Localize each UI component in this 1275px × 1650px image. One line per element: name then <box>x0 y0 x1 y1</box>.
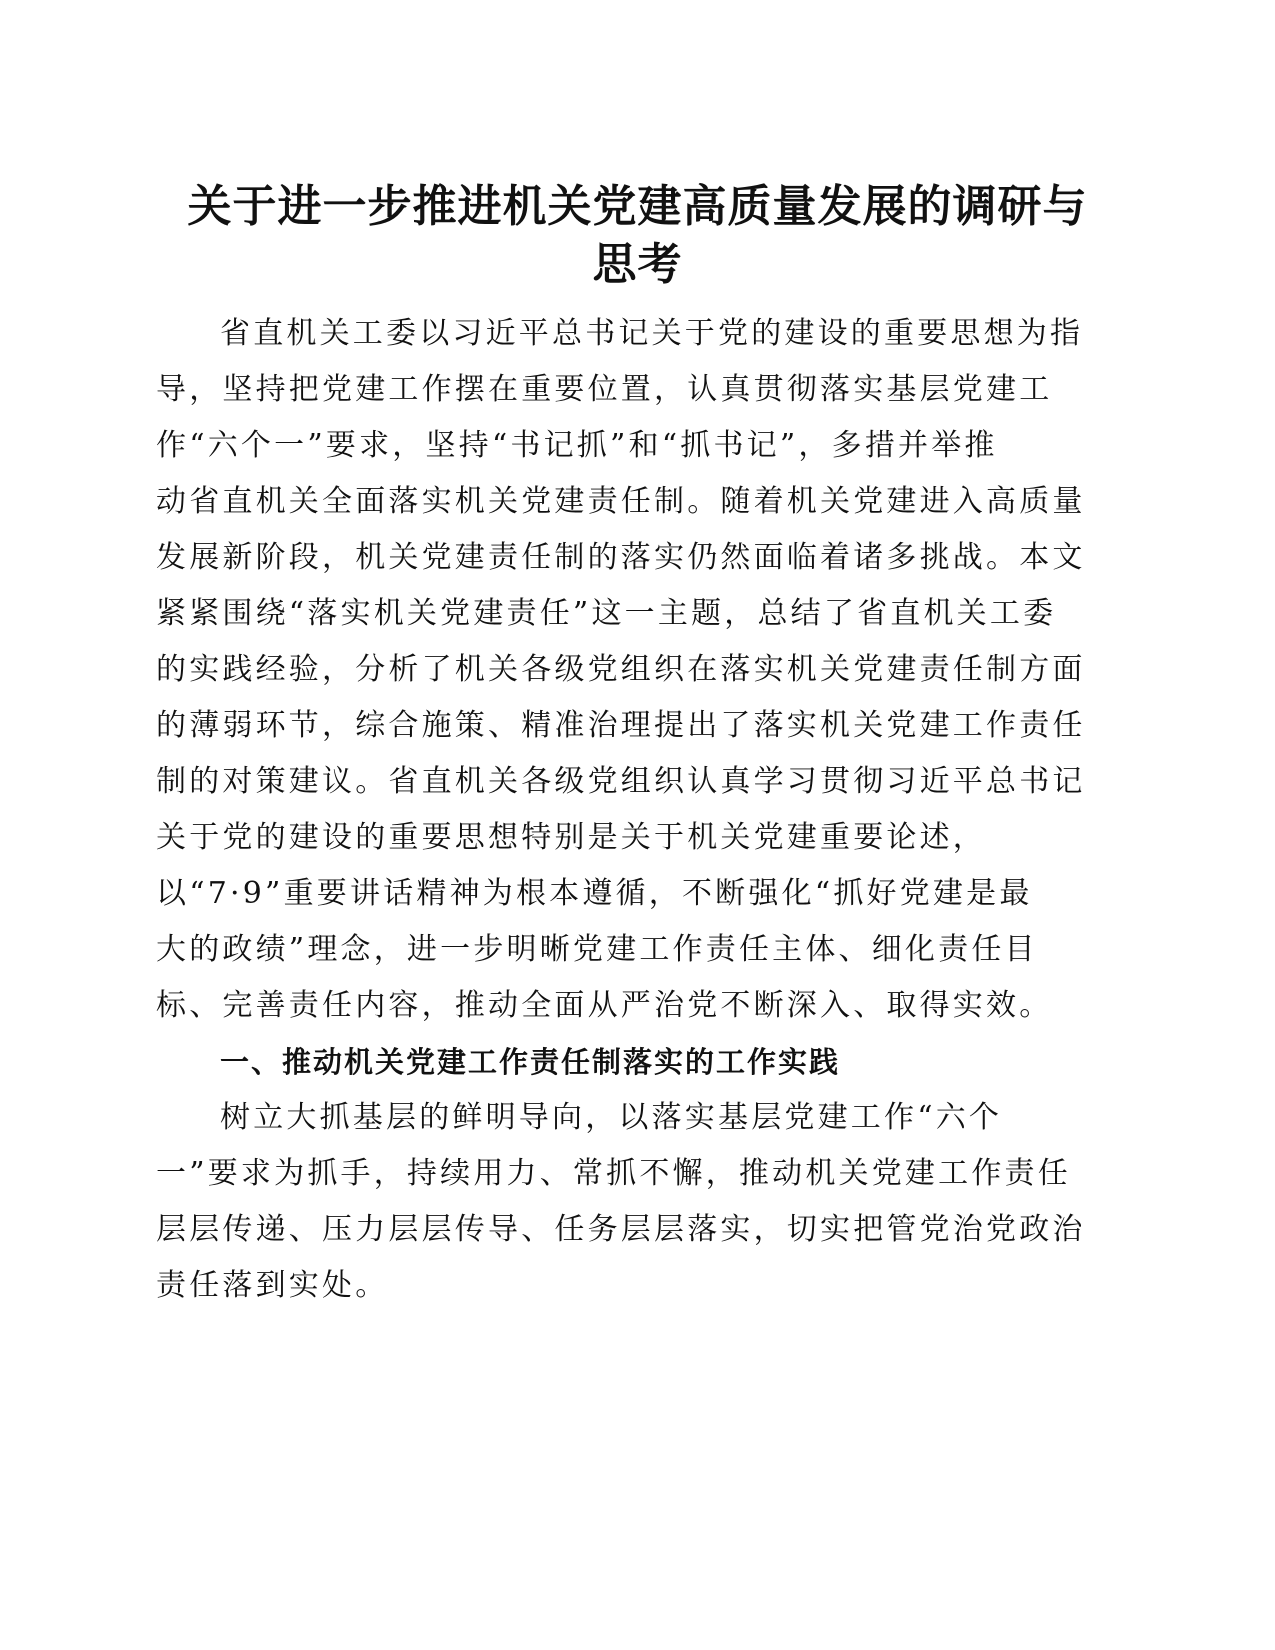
intro-line: 关于党的建设的重要思想特别是关于机关党建重要论述， <box>156 820 986 855</box>
intro-line: 省直机关工委以习近平总书记关于党的建设的重要思想为指 <box>220 316 1084 351</box>
intro-line: 发展新阶段，机关党建责任制的落实仍然面临着诸多挑战。本文 <box>156 540 1086 575</box>
intro-line: 标、完善责任内容，推动全面从严治党不断深入、取得实效。 <box>156 988 1053 1023</box>
document-title-line-1: 关于进一步推进机关党建高质量发展的调研与 <box>187 181 1088 232</box>
intro-line: 紧紧围绕“落实机关党建责任”这一主题，总结了省直机关工委 <box>156 596 1057 631</box>
intro-line: 导，坚持把党建工作摆在重要位置，认真贯彻落实基层党建工 <box>156 372 1053 407</box>
intro-line: 以“7·9”重要讲话精神为根本遵循，不断强化“抓好党建是最 <box>156 876 1033 911</box>
section-line: 树立大抓基层的鲜明导向，以落实基层党建工作“六个 <box>220 1100 1003 1135</box>
section-line: 层层传递、压力层层传导、任务层层落实，切实把管党治党政治 <box>156 1212 1086 1247</box>
document-title-line-2: 思考 <box>592 239 683 290</box>
section-line: 一”要求为抓手，持续用力、常抓不懈，推动机关党建工作责任 <box>156 1156 1071 1191</box>
intro-line: 的薄弱环节，综合施策、精准治理提出了落实机关党建工作责任 <box>156 708 1086 743</box>
intro-line: 制的对策建议。省直机关各级党组织认真学习贯彻习近平总书记 <box>156 764 1086 799</box>
intro-line: 动省直机关全面落实机关党建责任制。随着机关党建进入高质量 <box>156 484 1086 519</box>
intro-line: 的实践经验，分析了机关各级党组织在落实机关党建责任制方面 <box>156 652 1086 687</box>
intro-line: 作“六个一”要求，坚持“书记抓”和“抓书记”，多措并举推 <box>156 428 998 463</box>
intro-line: 大的政绩”理念，进一步明晰党建工作责任主体、细化责任目 <box>156 932 1038 967</box>
section-heading: 一、推动机关党建工作责任制落实的工作实践 <box>220 1045 841 1079</box>
section-line: 责任落到实处。 <box>156 1268 389 1303</box>
